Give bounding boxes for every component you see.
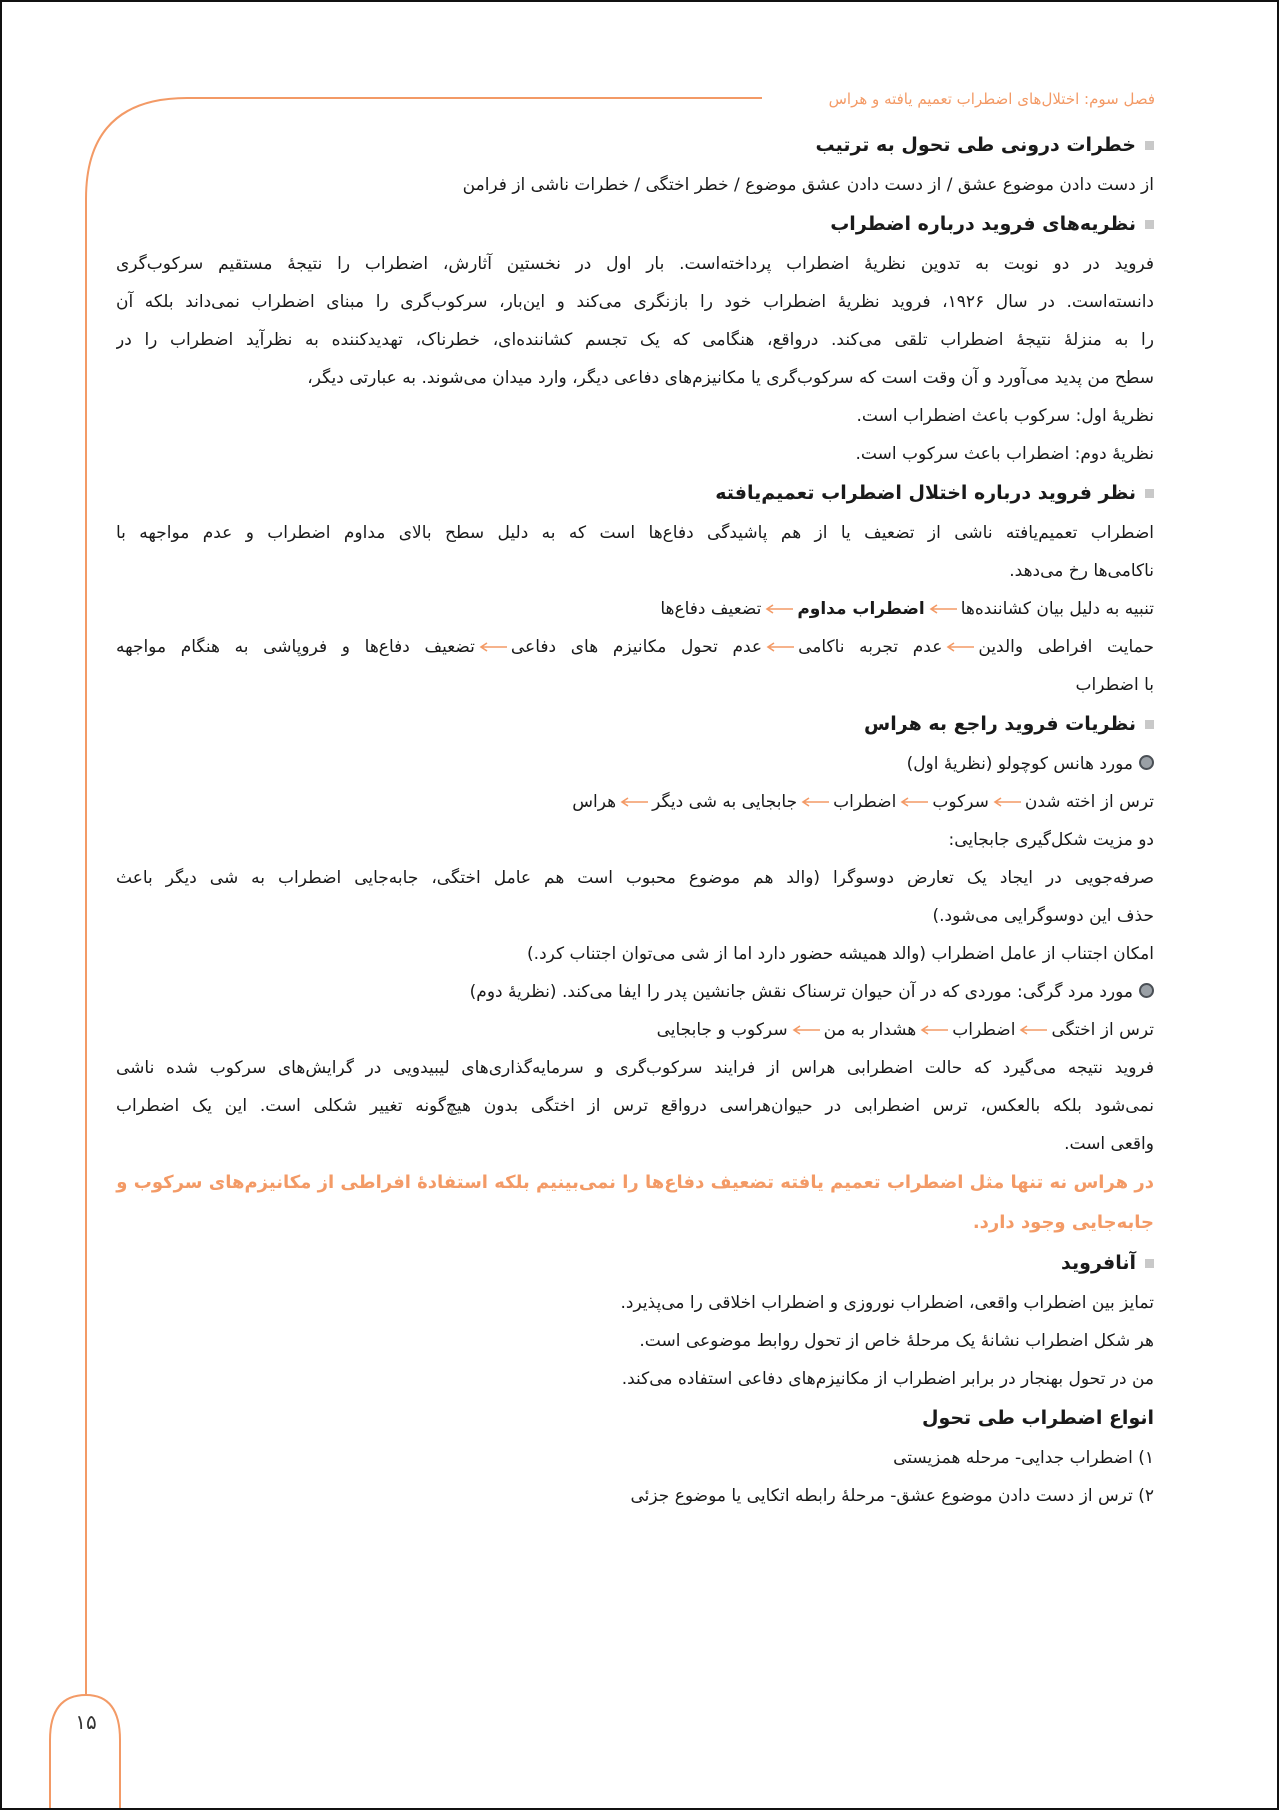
arrow-left-icon [620,797,648,807]
arrow-left-icon [929,604,957,614]
chain-step: عدم تحول مکانیزم های دفاعی [510,637,763,657]
page-content [116,125,1154,1515]
theory-line: نظریهٔ دوم: اضطراب باعث سرکوب است. [855,444,1154,464]
heading-text: خطرات درونی طی تحول به ترتیب [815,134,1136,156]
flow-chain [116,783,1154,821]
text-line: امکان اجتناب از عامل اضطراب (والد همیشه حضور دارد اما از شی می‌توان اجتناب کرد.) [527,944,1154,964]
section-heading [116,1243,1154,1284]
flow-chain [116,1011,1154,1049]
circle-bullet-icon [1139,983,1154,998]
paragraph-line: دانسته‌است. در سال ۱۹۲۶، فروید نظریهٔ اضطراب خود را بازنگری می‌کند و این‌بار، سرکوب‌گری را مبنای اضطراب نمی‌داند بلکه آن [116,292,1154,312]
arrow-left-icon [946,642,974,652]
chain-step: جابجایی به شی دیگر [652,792,798,812]
emphasis-line: در هراس نه تنها مثل اضطراب تعمیم یافته تضعیف دفاع‌ها را نمی‌بینیم بلکه استفادهٔ افراطی از مکانیزم‌های سرکوب و [116,1172,1154,1193]
arrow-left-icon [479,642,507,652]
chain-step: سرکوب [932,792,989,812]
chain-step: حمایت افراطی والدین [978,637,1154,657]
arrow-left-icon [765,604,793,614]
paragraph-line: نمی‌شود بلکه بالعکس، ترس اضطرابی در حیوان‌هراسی درواقع ترس از اختگی بدون هیچ‌گونه تغییر شکلی است. این یک اضطراب [116,1096,1154,1116]
case-text: مورد هانس کوچولو (نظریهٔ اول) [906,754,1133,774]
square-bullet-icon [1145,720,1154,729]
heading-text: نظریه‌های فروید درباره اضطراب [830,213,1136,235]
chain-step: اضطراب [952,1020,1016,1040]
arrow-left-icon [801,797,829,807]
flow-chain [116,590,1154,628]
square-bullet-icon [1145,489,1154,498]
square-bullet-icon [1145,220,1154,229]
chain-step: اضطراب [833,792,897,812]
heading-text: نظر فروید درباره اختلال اضطراب تعمیم‌یافته [715,482,1136,504]
paragraph-line: حذف این دوسوگرایی می‌شود.) [932,906,1154,926]
square-bullet-icon [1145,141,1154,150]
arrow-left-icon [792,1025,820,1035]
chain-step: اضطراب مداوم [797,599,925,619]
paragraph-line: ناکامی‌ها رخ می‌دهد. [1009,561,1154,581]
paragraph-line: سطح من پدید می‌آورد و آن وقت است که سرکوب‌گری یا مکانیزم‌های دفاعی دیگر، وارد میدان می‌شوند. به عبارتی دیگر، [307,368,1154,388]
chain-step: تنبیه به دلیل بیان کشاننده‌ها [960,599,1154,619]
paragraph-line: را به منزلهٔ نتیجهٔ اضطراب تلقی می‌کند. درواقع، هنگامی که یک تجسم کشاننده‌ای، خطرناک، تهدیدکننده به نظرآید اضطراب را در [116,330,1154,350]
section-heading [116,704,1154,745]
arrow-left-icon [920,1025,948,1035]
paragraph-line: واقعی است. [1064,1134,1154,1154]
flow-chain [116,628,1154,666]
arrow-left-icon [900,797,928,807]
chain-step: هشدار به من [823,1020,917,1040]
text-line: تمایز بین اضطراب واقعی، اضطراب نوروزی و اضطراب اخلاقی را می‌پذیرد. [620,1293,1154,1313]
section-heading [116,204,1154,245]
chain-step: هراس [572,792,617,812]
page-number: ۱۵ [75,1710,97,1734]
paragraph-line: اضطراب تعمیم‌یافته ناشی از تضعیف یا از هم پاشیدگی دفاع‌ها است که به دلیل سطح بالای مداوم اضطراب و عدم مواجهه با [116,523,1154,543]
chain-step: ترس از اختگی [1051,1020,1154,1040]
section-heading [116,125,1154,166]
chain-step: عدم تجربه ناکامی [798,637,943,657]
case-item [116,973,1154,1011]
theory-line: نظریهٔ اول: سرکوب باعث اضطراب است. [856,406,1154,426]
chain-continuation: با اضطراب [1075,675,1154,695]
paragraph-line: صرفه‌جویی در ایجاد یک تعارض دوسوگرا (والد هم موضوع محبوب است هم عامل اختگی، جابه‌جایی اضطراب به شی دیگر باعث [116,868,1154,888]
arrow-left-icon [993,797,1021,807]
chain-step: ترس از اخته شدن [1024,792,1154,812]
list-item: ۱) اضطراب جدایی- مرحله همزیستی [893,1448,1154,1468]
emphasis-line: جابه‌جایی وجود دارد. [972,1212,1154,1233]
text-line: دو مزیت شکل‌گیری جابجایی: [948,830,1154,850]
heading-text: آنافروید [1061,1252,1136,1274]
text-line: من در تحول بهنجار در برابر اضطراب از مکانیزم‌های دفاعی استفاده می‌کند. [621,1369,1154,1389]
circle-bullet-icon [1139,755,1154,770]
list-item: ۲) ترس از دست دادن موضوع عشق- مرحلهٔ رابطه اتکایی یا موضوع جزئی [630,1486,1154,1506]
chain-step: تضعیف دفاع‌ها [660,599,762,619]
section-heading [116,473,1154,514]
case-item [116,745,1154,783]
square-bullet-icon [1145,1259,1154,1268]
text-line: از دست دادن موضوع عشق / از دست دادن عشق موضوع / خطر اختگی / خطرات ناشی از فرامن [462,175,1154,195]
paragraph-line: فروید نتیجه می‌گیرد که حالت اضطرابی هراس از فرایند سرکوب‌گری و سرمایه‌گذاری‌های لیبیدویی در گرایش‌های سرکوب شده ناشی [116,1058,1154,1078]
chain-step: تضعیف دفاع‌ها و فروپاشی به هنگام مواجهه [116,637,475,657]
case-text: مورد مرد گرگی: موردی که در آن حیوان ترسناک نقش جانشین پدر را ایفا می‌کند. (نظریهٔ دوم) [469,982,1133,1002]
arrow-left-icon [1019,1025,1047,1035]
arrow-left-icon [766,642,794,652]
subheading: انواع اضطراب طی تحول [921,1407,1154,1429]
chain-step: سرکوب و جابجایی [656,1020,788,1040]
text-line: هر شکل اضطراب نشانهٔ یک مرحلهٔ خاص از تحول روابط موضوعی است. [639,1331,1154,1351]
paragraph-line: فروید در دو نوبت به تدوین نظریهٔ اضطراب پرداخته‌است. بار اول در نخستین آثارش، اضطراب را نتیجهٔ مستقیم سرکوب‌گری [116,254,1154,274]
heading-text: نظریات فروید راجع به هراس [864,713,1136,735]
chapter-title: فصل سوم: اختلال‌های اضطراب تعمیم یافته و هراس [828,90,1155,108]
